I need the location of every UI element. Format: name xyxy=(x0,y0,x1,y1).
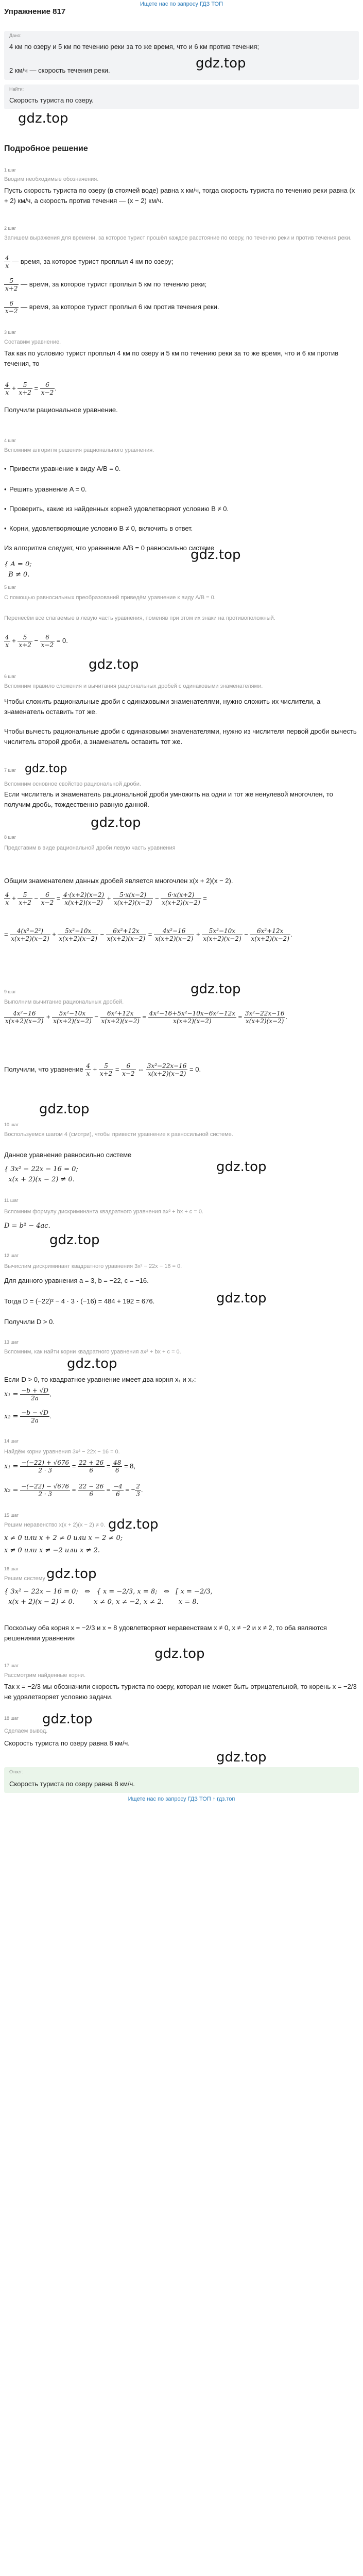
watermark: gdz.top xyxy=(42,1711,93,1727)
watermark: gdz.top xyxy=(89,657,139,672)
step-label: 14 шаг xyxy=(4,1438,19,1444)
step-label: 5 шаг xyxy=(4,585,16,590)
step-caption: Вспомним правило сложения и вычитания рациональных дробей с одинаковыми знаменателями. xyxy=(4,683,263,689)
step-caption: Представим в виде рациональной дроби левую часть уравнения xyxy=(4,845,176,851)
step-label: 4 шаг xyxy=(4,438,16,443)
step-text: Пусть скорость туриста по озеру (в стоячей воде) равна x км/ч, тогда скорость туриста по течению реки равна (x + 2) км/ч, а скорость против течения — (x − 2) км/ч. xyxy=(4,187,355,205)
step-caption: Найдём корни уравнения 3x² − 22x − 16 = 0. xyxy=(4,1449,120,1455)
root-1-calc: x₁ = $\frac{-(-22) + √676}{2 \cdot 3}$ = $\frac{22 + 26}{6}$ = $\frac{48}{6}$ = 8, xyxy=(4,1459,136,1474)
final-system: { 3x² − 22x − 16 = 0; ⇔ { x = −2/3, x = 8; ⇔ [ x = −2/3, x(x + 2)(x − 2) ≠ 0. x ≠ 0, x ≠ −2, x ≠ 2. x = 8. xyxy=(4,1588,213,1606)
coefficients: Для данного уравнения a = 3, b = −22, c = −16. xyxy=(4,1277,149,1284)
root-formula-2: x₂ = $\frac{-b - √D}{2a}$ . xyxy=(4,1409,51,1424)
step-caption: Выполним вычитание рациональных дробей. xyxy=(4,999,124,1005)
inequality-line-1: x ≠ 0 или x + 2 ≠ 0 или x − 2 ≠ 0; xyxy=(4,1534,123,1542)
step-caption: Вспомним основное свойство рациональной дроби. xyxy=(4,781,141,787)
given-label: Дано: xyxy=(9,33,22,38)
find-box xyxy=(4,84,359,109)
step-label: 3 шаг xyxy=(4,330,16,335)
answer-box xyxy=(4,1767,359,1793)
page-title: Упражнение 817 xyxy=(4,7,66,16)
time-downstream-row: $\frac{5}{x+2}$ — время, за которое турист проплыл 5 км по течению реки; xyxy=(5,277,207,292)
equivalent-system: { 3x² − 22x − 16 = 0; x(x + 2)(x − 2) ≠ 0. xyxy=(4,1165,78,1183)
step-label: 9 шаг xyxy=(4,989,16,994)
find-text: Скорость туриста по озеру. xyxy=(9,96,94,104)
top-search-link[interactable]: Ищете нас по запросу ГДЗ ТОП xyxy=(140,1,223,7)
step-caption: Решим неравенство x(x + 2)(x − 2) ≠ 0. xyxy=(4,1522,106,1528)
algorithm-item: • Корни, удовлетворяющие условию B ≠ 0, включить в ответ. xyxy=(9,523,193,534)
step-label: 10 шаг xyxy=(4,1122,19,1127)
rule-subtract: Чтобы вычесть рациональные дроби с одинаковыми знаменателями, нужно из числителя первой дроби вычесть числитель второй дроби, а знаменатель оставить тот же. xyxy=(4,727,357,745)
watermark: gdz.top xyxy=(216,1159,267,1175)
watermark: gdz.top xyxy=(46,1566,97,1582)
inequality-line-2: x ≠ 0 или x ≠ −2 или x ≠ 2. xyxy=(4,1547,100,1554)
step-after: Из алгоритма следует, что уравнение A/B = 0 равносильно системе xyxy=(4,544,214,552)
watermark: gdz.top xyxy=(191,547,241,563)
step-label: 6 шаг xyxy=(4,674,16,679)
step-text: Так x = −2/3 мы обозначили скорость туриста по озеру, которая не может быть отрицательной, то корень x = −2/3 не удовлетворяет условию задачи. xyxy=(4,1683,357,1701)
step-caption: Запишем выражения для времени, за которое турист прошёл каждое расстояние по озеру, по течению реки и против течения реки. xyxy=(4,235,352,241)
step-label: 8 шаг xyxy=(4,835,16,840)
step-caption: Решим систему xyxy=(4,1575,45,1582)
algorithm-item: • Привести уравнение к виду A/B = 0. xyxy=(9,464,120,474)
bottom-search-link[interactable]: Ищете нас по запросу ГДЗ ТОП ↑ гдз.топ xyxy=(128,1796,235,1802)
step-text: Данное уравнение равносильно системе xyxy=(4,1151,132,1159)
given-line-2: 2 км/ч — скорость течения реки. xyxy=(9,66,110,74)
step-label: 13 шаг xyxy=(4,1340,19,1345)
watermark: gdz.top xyxy=(49,1232,100,1248)
time-upstream-row: $\frac{6}{x-2}$ — время, за которое турист проплыл 6 км против течения реки. xyxy=(5,300,219,315)
step-text: Если числитель и знаменатель рациональной дроби умножить на одни и тот же ненулевой многочлен, то получим дробь, тождественно равную данной. xyxy=(4,790,333,808)
discriminant-sign: Получили D > 0. xyxy=(4,1318,55,1326)
step-label: 12 шаг xyxy=(4,1253,19,1258)
equation-main: $\frac{4}{x}$ + $\frac{5}{x+2}$ = $\frac{6}{x-2}$ . xyxy=(5,381,57,396)
watermark: gdz.top xyxy=(18,111,68,126)
step-caption: Составим уравнение. xyxy=(4,339,61,345)
watermark: gdz.top xyxy=(39,1101,90,1117)
answer-label: Ответ: xyxy=(9,1769,24,1774)
solution-heading: Подробное решение xyxy=(4,144,88,153)
system-ab: { A = 0; B ≠ 0. xyxy=(4,561,32,579)
step-label: 2 шаг xyxy=(4,226,16,231)
step-caption: Вычислим дискриминант квадратного уравнения 3x² − 22x − 16 = 0. xyxy=(4,1263,182,1269)
equation-moved: $\frac{4}{x}$ + $\frac{5}{x+2}$ − $\frac{6}{x-2}$ = 0. xyxy=(5,634,68,649)
step-caption: Воспользуемся шагом 4 (смотри), чтобы привести уравнение к равносильной системе. xyxy=(4,1131,233,1138)
step-label: 7 шаг xyxy=(4,768,16,773)
algorithm-item: • Проверить, какие из найденных корней удовлетворяют условию B ≠ 0. xyxy=(9,504,229,514)
step-label: 17 шаг xyxy=(4,1663,19,1668)
answer-text: Скорость туриста по озеру равна 8 км/ч. xyxy=(9,1780,135,1788)
watermark: gdz.top xyxy=(216,1750,267,1765)
step-caption: Вспомним формулу дискриминанта квадратного уравнения ax² + bx + c = 0. xyxy=(4,1209,204,1215)
subtraction-calc: $\frac{\text{4x²−16}}{x(x+2)(x-2)}$ + $\frac{\text{5x²−10x}}{x(x+2)(x-2)}$ − $\frac{\text{6x²+12x}}{x(x+2)(x-2)}$ = $\frac{\text{4x²−16+5x²−10x−6x²−12x}}{x(x+2)(x-2)}$ = $\frac{\text{3x²−22x−16}}{x(x+2)(x-2)}$ . xyxy=(5,1010,288,1025)
step-caption: Сделаем вывод. xyxy=(4,1728,48,1734)
common-denominator-calc: $\frac{4}{x}$ + $\frac{5}{x+2}$ − $\frac{6}{x-2}$ = $\frac{4\cdot(x+2)(x-2)}{x(x+2)(x-2)}$ + $\frac{5\cdot x(x-2)}{x(x+2)(x-2)}$ − $\frac{6\cdot x(x+2)}{x(x+2)(x-2)}$ = xyxy=(5,891,207,906)
step-after: Получили рациональное уравнение. xyxy=(4,406,118,414)
step-text: Перенесём все слагаемые в левую часть уравнения, поменяв при этом их знаки на противоположный. xyxy=(4,615,275,621)
watermark: gdz.top xyxy=(216,1291,267,1306)
find-label: Найти: xyxy=(9,87,24,92)
rule-add: Чтобы сложить рациональные дроби с одинаковыми знаменателями, нужно сложить их числители, а знаменатель оставить тот же. xyxy=(4,698,321,716)
watermark: gdz.top xyxy=(67,1356,117,1371)
watermark: gdz.top xyxy=(108,1517,159,1532)
step-text: Скорость туриста по озеру равна 8 км/ч. xyxy=(4,1739,130,1747)
step-label: 16 шаг xyxy=(4,1566,19,1571)
root-2-calc: x₂ = $\frac{-(-22) - √676}{2 \cdot 3}$ = $\frac{22 - 26}{6}$ = $\frac{-4}{6}$ = − $\frac{2}{3}$ . xyxy=(4,1483,143,1498)
step-text: Так как по условию турист проплыл 4 км по озеру и 5 км по течению реки за то же время, что и 6 км против течения, то xyxy=(4,349,339,367)
step-text: Если D > 0, то квадратное уравнение имеет два корня x₁ и x₂: xyxy=(4,1376,196,1383)
watermark: gdz.top xyxy=(25,762,67,775)
root-formula-1: x₁ = $\frac{-b + √D}{2a}$ , xyxy=(4,1387,51,1402)
step-caption: Вводим необходимые обозначения. xyxy=(4,176,99,182)
step-text: Поскольку оба корня x = −2/3 и x = 8 удовлетворяют неравенствам x ≠ 0, x ≠ −2 и x ≠ 2, то оба являются решениями уравнения xyxy=(4,1624,327,1642)
algorithm-item: • Решить уравнение A = 0. xyxy=(9,484,87,495)
given-box xyxy=(4,31,359,80)
step-caption: Вспомним алгоритм решения рационального уравнения. xyxy=(4,447,154,453)
step-caption: Рассмотрим найденные корни. xyxy=(4,1672,85,1679)
step-caption: Вспомним, как найти корни квадратного уравнения ax² + bx + c = 0. xyxy=(4,1349,181,1355)
discriminant-value: Тогда D = (−22)² − 4 · 3 · (−16) = 484 + 192 = 676. xyxy=(4,1297,155,1305)
step-after: Получили, что уравнение $\frac{4}{x}$ + $\frac{5}{x+2}$ = $\frac{6}{x-2}$ ⇔ $\frac{\text{3x²−22x−16}}{x(x+2)(x-2)}$ = 0. xyxy=(4,1062,201,1077)
step-label: 11 шаг xyxy=(4,1198,19,1203)
discriminant-formula: D = b² − 4ac. xyxy=(4,1222,50,1230)
watermark: gdz.top xyxy=(91,815,141,831)
expanded-calc: = $\frac{\text{4(x²−2²)}}{x(x+2)(x-2)}$ + $\frac{\text{5x²−10x}}{x(x+2)(x-2)}$ − $\frac{\text{6x²+12x}}{x(x+2)(x-2)}$ = $\frac{\text{4x²−16}}{x(x+2)(x-2)}$ + $\frac{\text{5x²−10x}}{x(x+2)(x-2)}$ − $\frac{\text{6x²+12x}}{x(x+2)(x-2)}$ . xyxy=(4,927,292,942)
step-text: Общим знаменателем данных дробей является многочлен x(x + 2)(x − 2). xyxy=(4,877,233,885)
step-label: 15 шаг xyxy=(4,1513,19,1518)
step-label: 1 шаг xyxy=(4,167,16,173)
step-label: 18 шаг xyxy=(4,1716,19,1721)
time-lake-row: $\frac{4}{x}$ — время, за которое турист проплыл 4 км по озеру; xyxy=(5,255,174,269)
watermark: gdz.top xyxy=(196,56,246,71)
watermark: gdz.top xyxy=(191,981,241,997)
step-caption: С помощью равносильных преобразований приведём уравнение к виду A/B = 0. xyxy=(4,595,216,601)
given-line-1: 4 км по озеру и 5 км по течению реки за то же время, что и 6 км против течения; xyxy=(9,43,260,50)
watermark: gdz.top xyxy=(154,1646,205,1662)
